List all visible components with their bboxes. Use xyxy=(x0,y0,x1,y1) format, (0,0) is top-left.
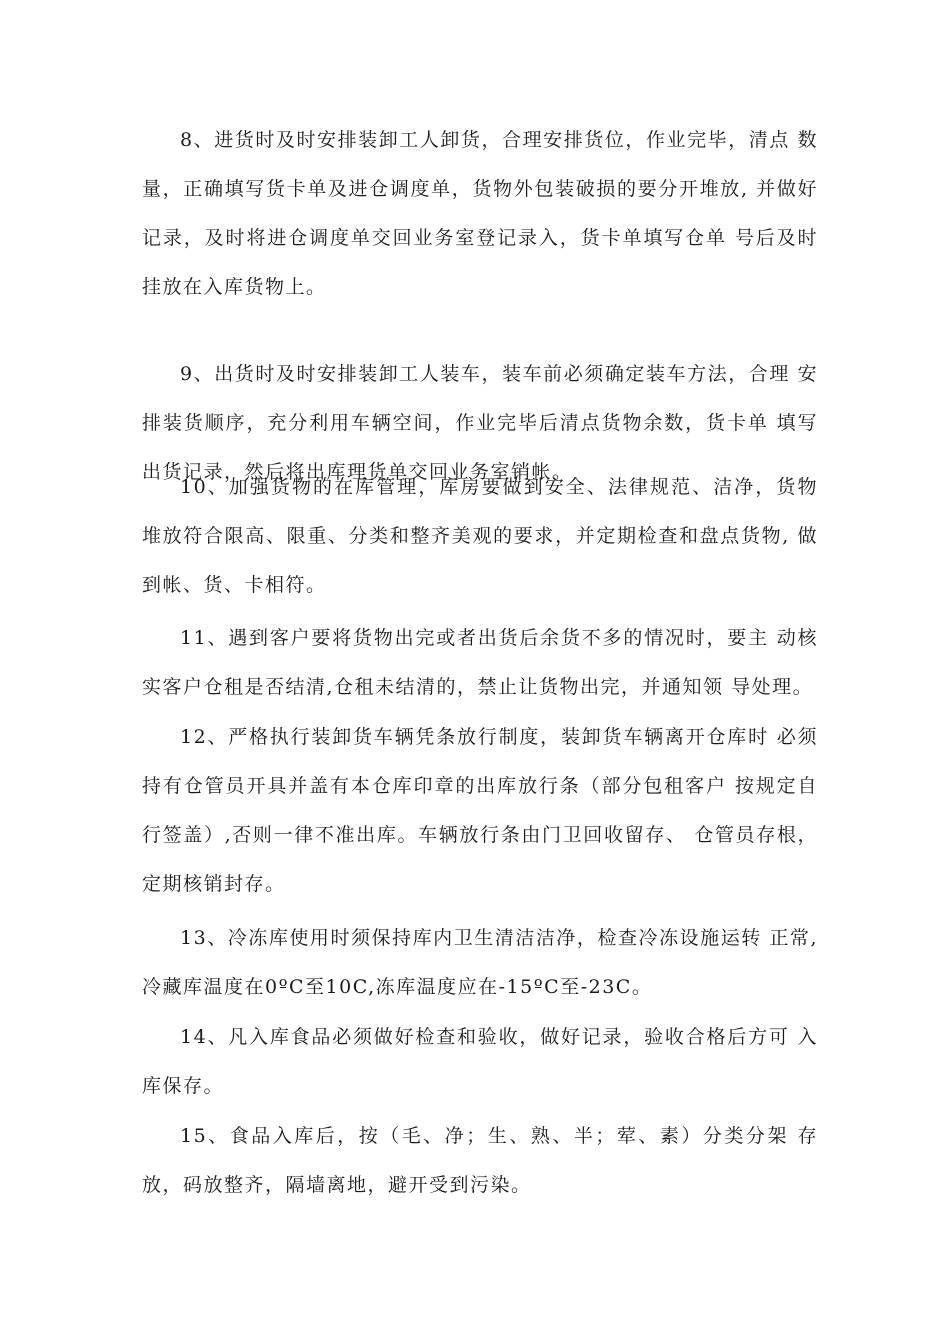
paragraph-10: 10、加强货物的在库管理，库房要做到安全、法律规范、洁净，货物堆放符合限高、限重、分类和整齐美观的要求，并定期检查和盘点货物, 做到帐、货、卡相符。 xyxy=(142,476,818,596)
paragraph-12: 12、严格执行装卸货车辆凭条放行制度，装卸货车辆离开仓库时 必须持有仓管员开具并盖有本仓库印章的出库放行条（部分包租客户 按规定自行签盖）,否则一律不准出库。车辆放行条由门卫回收留存、 仓管员存根，定期核销封存。 xyxy=(142,726,818,895)
paragraph-11: 11、遇到客户要将货物出完或者出货后余货不多的情况时，要主 动核实客户仓租是否结清,仓租未结清的，禁止让货物出完，并通知领 导处理。 xyxy=(142,627,818,698)
paragraph-13: 13、冷冻库使用时须保持库内卫生清洁洁净，检查冷冻设施运转 正常,冷藏库温度在0ºC至10C,冻库温度应在-15ºC至-23C。 xyxy=(142,927,818,998)
paragraph-15: 15、食品入库后，按（毛、净；生、熟、半；荤、素）分类分架 存放，码放整齐，隔墙离地，避开受到污染。 xyxy=(142,1125,818,1196)
paragraph-9: 9、出货时及时安排装卸工人装车，装车前必须确定装车方法，合理 安排装货顺序，充分利用车辆空间，作业完毕后清点货物余数，货卡单 填写出货记录，然后将出库理货单交回业务室销帐。 xyxy=(142,363,818,483)
paragraph-14: 14、凡入库食品必须做好检查和验收，做好记录，验收合格后方可 入库保存。 xyxy=(142,1026,818,1097)
paragraph-8: 8、进货时及时安排装卸工人卸货，合理安排货位，作业完毕，清点 数量，正确填写货卡单及进仓调度单，货物外包装破损的要分开堆放, 并做好记录，及时将进仓调度单交回业务室登记录入，货卡单填写仓单 号后及时挂放在入库货物上。 xyxy=(142,129,818,298)
